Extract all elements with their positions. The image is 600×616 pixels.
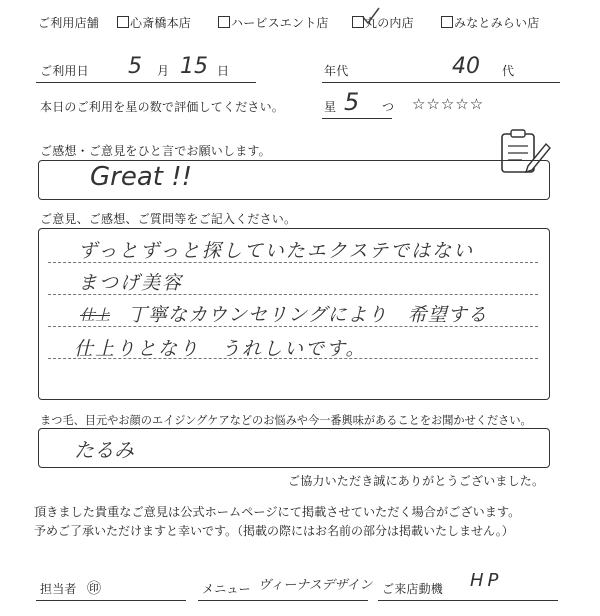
store-option-minatomirai[interactable]: みなとみらい店 [441, 14, 539, 31]
store-option-marunouchi[interactable]: 丸の内店 [352, 14, 414, 31]
rating-unit: つ [382, 100, 395, 114]
concerns-answer: たるみ [74, 438, 134, 462]
checkbox-icon [218, 16, 230, 28]
check-mark-icon [360, 6, 382, 30]
rating-value: 5 [344, 88, 360, 116]
rating-stars[interactable]: ☆☆☆☆☆ [412, 95, 485, 113]
comment-line-1: ずっとずっと探していたエクステではない [78, 240, 475, 262]
comment-line-3: 丁寧なカウンセリングにより 希望する [128, 304, 488, 326]
struck-word: 仕上 [80, 306, 111, 324]
age-unit: 代 [502, 64, 515, 78]
age-value: 40 [452, 54, 480, 79]
concerns-question: まつ毛、目元やお顔のエイジングケアなどのお悩みや今一番興味があることをお聞かせください。 [40, 414, 532, 427]
notice-2: 予めご了承いただけますと幸いです。（掲載の際にはお名前の部分は掲載いたしません。） [34, 524, 514, 538]
motive-label: ご来店動機 [382, 582, 444, 596]
staff-underline[interactable] [36, 600, 186, 601]
month-unit: 月 [157, 64, 170, 78]
month-value: 5 [128, 54, 142, 79]
store-option-herbis[interactable]: ハービスエント店 [218, 14, 329, 31]
thanks-text: ご協力いただき誠にありがとうございました。 [288, 474, 545, 488]
day-unit: 日 [217, 64, 230, 78]
menu-value: ヴィーナスデザイン [258, 578, 373, 593]
menu-underline[interactable] [198, 600, 368, 601]
star-label: 星 [324, 100, 337, 114]
impression-answer: Great !! [90, 162, 193, 192]
rating-question: 本日のご利用を星の数で評価してください。 [40, 100, 285, 114]
comment-line-2: まつげ美容 [78, 272, 184, 294]
motive-value: HP [470, 570, 503, 591]
comment-line-4: 仕上りとなり うれしいです。 [74, 338, 367, 360]
notice-1: 頂きました貴重なご意見は公式ホームページにて掲載させていただく場合がございます。 [34, 505, 521, 519]
checkbox-icon [117, 16, 129, 28]
age-underline [322, 82, 560, 83]
motive-underline[interactable] [378, 600, 558, 601]
staff-label: 担当者 [40, 582, 77, 596]
day-value: 15 [180, 54, 208, 79]
store-option-shinsaibashi[interactable]: 心斎橋本店 [117, 14, 191, 31]
date-label: ご利用日 [40, 64, 89, 78]
rating-underline [322, 118, 392, 119]
menu-label: メニュー [202, 582, 251, 596]
comments-question: ご意見、ご感想、ご質問等をご記入ください。 [40, 212, 297, 226]
staff-stamp: ㊞ [87, 581, 101, 597]
checkbox-icon [441, 16, 453, 28]
impression-question: ご感想・ご意見をひと言でお願いします。 [40, 144, 271, 158]
age-label: 年代 [324, 64, 349, 78]
date-underline [36, 82, 256, 83]
store-label: ご利用店舗 [38, 16, 100, 30]
